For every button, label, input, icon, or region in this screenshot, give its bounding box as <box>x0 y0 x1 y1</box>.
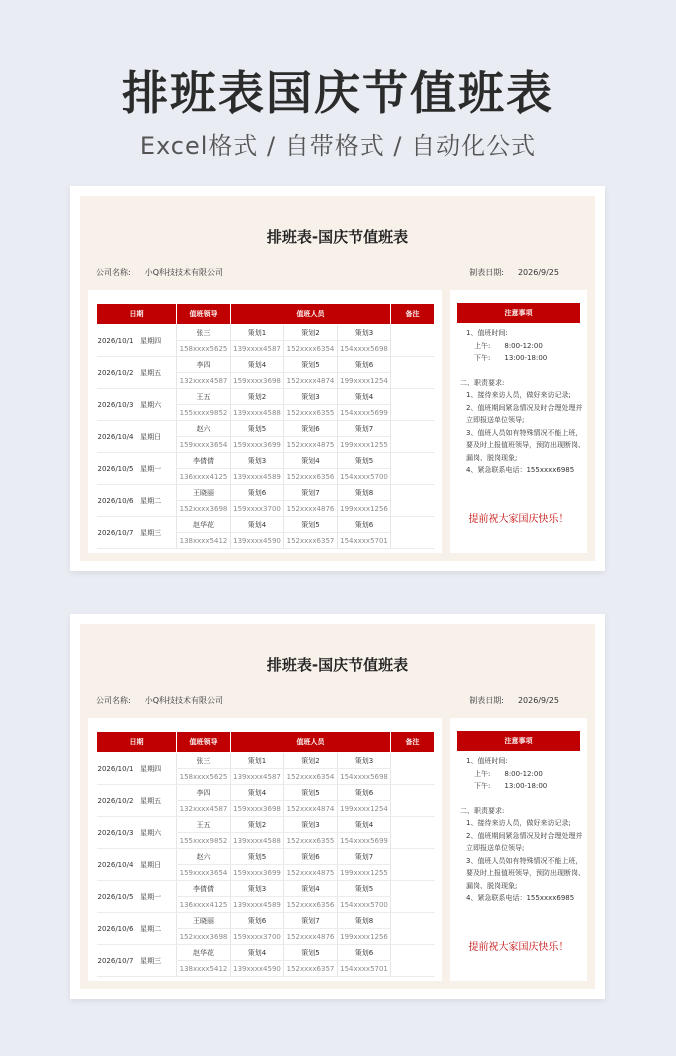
leader-phone: 132xxxx4587 <box>177 373 231 389</box>
leader-phone: 152xxxx3698 <box>177 929 231 945</box>
header-leader: 值班领导 <box>177 304 231 325</box>
staff-phone: 139xxxx4587 <box>231 769 284 785</box>
notes-item-2: 2、值班期间紧急情况及时合理处理并立即报送单位领导; <box>466 831 583 852</box>
schedule-row <box>97 517 435 533</box>
leader-phone: 158xxxx5625 <box>177 341 231 357</box>
staff-phone: 154xxxx5699 <box>338 405 391 421</box>
staff-name: 策划5 <box>338 453 391 469</box>
staff-phone: 199xxxx1255 <box>338 865 391 881</box>
remarks-cell <box>391 881 435 913</box>
staff-phone: 154xxxx5700 <box>338 897 391 913</box>
staff-phone: 152xxxx6356 <box>284 897 338 913</box>
row-weekday: 星期一 <box>140 464 162 473</box>
staff-name: 策划5 <box>284 357 338 373</box>
staff-name: 策划3 <box>231 453 284 469</box>
schedule-row <box>97 785 435 801</box>
staff-name: 策划2 <box>231 389 284 405</box>
remarks-cell <box>391 945 435 977</box>
header-staff: 值班人员 <box>231 304 391 325</box>
row-date: 2026/10/1 <box>97 336 134 345</box>
date-value: 2026/9/25 <box>517 696 559 705</box>
staff-phone: 139xxxx4588 <box>231 833 284 849</box>
staff-phone: 199xxxx1254 <box>338 801 391 817</box>
row-date-cell <box>97 881 177 913</box>
remarks-cell <box>391 913 435 945</box>
staff-name: 策划1 <box>231 753 284 769</box>
hero-title: 排班表国庆节值班表 <box>122 66 554 120</box>
row-weekday: 星期三 <box>140 956 162 965</box>
staff-name: 策划4 <box>338 817 391 833</box>
notes-item-2: 2、值班期间紧急情况及时合理处理并立即报送单位领导; <box>466 403 583 424</box>
schedule-table <box>96 303 435 549</box>
leader-name: 赵六 <box>177 849 231 865</box>
staff-name: 策划6 <box>338 785 391 801</box>
schedule-sheet <box>80 196 595 561</box>
notes-item-1: 1、接待来访人员，做好来访记录; <box>466 391 571 399</box>
schedule-table <box>96 731 435 977</box>
staff-name: 策划6 <box>284 421 338 437</box>
leader-name: 赵华花 <box>177 517 231 533</box>
schedule-row <box>97 421 435 437</box>
staff-phone: 199xxxx1256 <box>338 929 391 945</box>
header-remarks: 备注 <box>391 732 435 753</box>
staff-phone: 159xxxx3698 <box>231 801 284 817</box>
staff-phone: 139xxxx4590 <box>231 961 284 977</box>
row-weekday: 星期六 <box>140 828 162 837</box>
row-date-cell <box>97 945 177 977</box>
staff-name: 策划7 <box>338 421 391 437</box>
row-date: 2026/10/2 <box>97 368 134 377</box>
leader-phone: 136xxxx4125 <box>177 897 231 913</box>
schedule-row <box>97 357 435 373</box>
table-date-info <box>469 267 559 278</box>
staff-name: 策划6 <box>338 357 391 373</box>
staff-phone: 152xxxx6354 <box>284 341 338 357</box>
sheet-title: 排班表-国庆节值班表 <box>266 228 409 246</box>
staff-name: 策划1 <box>231 325 284 341</box>
remarks-cell <box>391 389 435 421</box>
staff-phone: 199xxxx1255 <box>338 437 391 453</box>
row-date: 2026/10/6 <box>97 496 134 505</box>
remarks-cell <box>391 517 435 549</box>
staff-name: 策划5 <box>284 785 338 801</box>
leader-name: 王晓丽 <box>177 913 231 929</box>
leader-name: 李四 <box>177 357 231 373</box>
header-staff: 值班人员 <box>231 732 391 753</box>
header-date: 日期 <box>97 732 177 753</box>
leader-phone: 155xxxx9852 <box>177 405 231 421</box>
leader-name: 李倩倩 <box>177 881 231 897</box>
staff-name: 策划4 <box>284 453 338 469</box>
row-date-cell <box>97 357 177 389</box>
leader-name: 王五 <box>177 817 231 833</box>
header-remarks: 备注 <box>391 304 435 325</box>
staff-name: 策划6 <box>338 517 391 533</box>
row-date: 2026/10/3 <box>97 828 134 837</box>
row-date-cell <box>97 421 177 453</box>
staff-phone: 154xxxx5698 <box>338 769 391 785</box>
notes-item-4: 4、紧急联系电话：155xxxx6985 <box>466 894 575 902</box>
schedule-header-row <box>97 304 435 325</box>
staff-name: 策划7 <box>284 485 338 501</box>
date-label: 制表日期: <box>469 696 504 705</box>
staff-name: 策划3 <box>338 325 391 341</box>
schedule-row <box>97 849 435 865</box>
row-weekday: 星期四 <box>140 336 162 345</box>
schedule-sheet <box>80 624 595 989</box>
staff-name: 策划6 <box>231 485 284 501</box>
row-date-cell <box>97 913 177 945</box>
staff-phone: 154xxxx5700 <box>338 469 391 485</box>
staff-phone: 152xxxx6357 <box>284 961 338 977</box>
row-date-cell <box>97 389 177 421</box>
schedule-row <box>97 881 435 897</box>
company-info <box>96 695 223 706</box>
row-weekday: 星期三 <box>140 528 162 537</box>
staff-phone: 154xxxx5701 <box>338 533 391 549</box>
staff-phone: 152xxxx4874 <box>284 801 338 817</box>
staff-phone: 154xxxx5701 <box>338 961 391 977</box>
staff-phone: 152xxxx4874 <box>284 373 338 389</box>
staff-phone: 152xxxx6355 <box>284 405 338 421</box>
notes-item-1: 1、接待来访人员，做好来访记录; <box>466 819 571 827</box>
staff-name: 策划7 <box>284 913 338 929</box>
leader-name: 李倩倩 <box>177 453 231 469</box>
row-weekday: 星期二 <box>140 496 162 505</box>
remarks-cell <box>391 357 435 389</box>
staff-name: 策划6 <box>231 913 284 929</box>
staff-name: 策划7 <box>338 849 391 865</box>
row-date: 2026/10/4 <box>97 860 134 869</box>
staff-phone: 152xxxx4875 <box>284 437 338 453</box>
row-date: 2026/10/7 <box>97 956 134 965</box>
notes-body <box>460 755 585 905</box>
row-weekday: 星期日 <box>140 432 162 441</box>
row-weekday: 星期五 <box>140 796 162 805</box>
schedule-row <box>97 453 435 469</box>
row-date-cell <box>97 817 177 849</box>
row-date-cell <box>97 785 177 817</box>
company-info <box>96 267 223 278</box>
staff-name: 策划4 <box>338 389 391 405</box>
row-date: 2026/10/5 <box>97 464 134 473</box>
table-date-info <box>469 695 559 706</box>
preview-card-2 <box>70 614 605 999</box>
staff-name: 策划8 <box>338 913 391 929</box>
company-label: 公司名称: <box>96 268 131 277</box>
staff-phone: 139xxxx4587 <box>231 341 284 357</box>
staff-name: 策划4 <box>231 945 284 961</box>
schedule-panel <box>88 718 442 981</box>
preview-card-1 <box>70 186 605 571</box>
staff-name: 策划3 <box>338 753 391 769</box>
staff-name: 策划3 <box>231 881 284 897</box>
staff-name: 策划6 <box>338 945 391 961</box>
leader-phone: 152xxxx3698 <box>177 501 231 517</box>
row-weekday: 星期五 <box>140 368 162 377</box>
hero <box>0 0 676 161</box>
date-value: 2026/9/25 <box>517 268 559 277</box>
leader-phone: 138xxxx5412 <box>177 961 231 977</box>
remarks-cell <box>391 421 435 453</box>
notes-title: 注意事项 <box>457 303 580 323</box>
row-date: 2026/10/6 <box>97 924 134 933</box>
staff-phone: 152xxxx6355 <box>284 833 338 849</box>
staff-phone: 152xxxx6356 <box>284 469 338 485</box>
staff-name: 策划5 <box>231 849 284 865</box>
staff-name: 策划4 <box>231 517 284 533</box>
row-date-cell <box>97 485 177 517</box>
staff-phone: 159xxxx3699 <box>231 865 284 881</box>
remarks-cell <box>391 753 435 785</box>
staff-phone: 159xxxx3698 <box>231 373 284 389</box>
remarks-cell <box>391 849 435 881</box>
sheet-title: 排班表-国庆节值班表 <box>266 656 409 674</box>
staff-name: 策划6 <box>284 849 338 865</box>
staff-phone: 152xxxx6354 <box>284 769 338 785</box>
date-label: 制表日期: <box>469 268 504 277</box>
holiday-greeting: 提前祝大家国庆快乐！ <box>468 942 569 953</box>
schedule-row <box>97 325 435 341</box>
notes-item-3: 3、值班人员如有特殊情况不能上班，要及时上报值班领导，预防出现断岗、漏岗、脱岗现象; <box>466 856 585 890</box>
row-date-cell <box>97 849 177 881</box>
leader-name: 王五 <box>177 389 231 405</box>
header-leader: 值班领导 <box>177 732 231 753</box>
staff-phone: 152xxxx4876 <box>284 501 338 517</box>
staff-phone: 139xxxx4589 <box>231 469 284 485</box>
remarks-cell <box>391 325 435 357</box>
remarks-cell <box>391 453 435 485</box>
row-date-cell <box>97 453 177 485</box>
schedule-row <box>97 485 435 501</box>
leader-phone: 159xxxx3654 <box>177 865 231 881</box>
row-date-cell <box>97 517 177 549</box>
leader-phone: 159xxxx3654 <box>177 437 231 453</box>
staff-phone: 154xxxx5699 <box>338 833 391 849</box>
notes-section-2: 二、职责要求: <box>460 378 505 387</box>
staff-phone: 154xxxx5698 <box>338 341 391 357</box>
row-date: 2026/10/7 <box>97 528 134 537</box>
staff-name: 策划3 <box>284 817 338 833</box>
staff-name: 策划2 <box>231 817 284 833</box>
leader-name: 张三 <box>177 325 231 341</box>
holiday-greeting: 提前祝大家国庆快乐！ <box>468 514 569 525</box>
staff-name: 策划2 <box>284 325 338 341</box>
staff-phone: 199xxxx1256 <box>338 501 391 517</box>
leader-name: 赵六 <box>177 421 231 437</box>
row-date: 2026/10/1 <box>97 764 134 773</box>
am-shift: 上午: 8:00-12:00 <box>474 341 543 350</box>
row-date: 2026/10/4 <box>97 432 134 441</box>
staff-name: 策划5 <box>338 881 391 897</box>
remarks-cell <box>391 485 435 517</box>
row-weekday: 星期六 <box>140 400 162 409</box>
staff-phone: 152xxxx4875 <box>284 865 338 881</box>
remarks-cell <box>391 817 435 849</box>
schedule-row <box>97 945 435 961</box>
staff-phone: 139xxxx4589 <box>231 897 284 913</box>
schedule-header-row <box>97 732 435 753</box>
staff-name: 策划4 <box>231 357 284 373</box>
notes-section-2: 二、职责要求: <box>460 806 505 815</box>
leader-phone: 155xxxx9852 <box>177 833 231 849</box>
staff-name: 策划4 <box>284 881 338 897</box>
staff-phone: 139xxxx4588 <box>231 405 284 421</box>
company-label: 公司名称: <box>96 696 131 705</box>
staff-name: 策划3 <box>284 389 338 405</box>
row-weekday: 星期日 <box>140 860 162 869</box>
staff-phone: 159xxxx3699 <box>231 437 284 453</box>
staff-name: 策划4 <box>231 785 284 801</box>
staff-phone: 199xxxx1254 <box>338 373 391 389</box>
remarks-cell <box>391 785 435 817</box>
notes-title: 注意事项 <box>457 731 580 751</box>
pm-shift: 下午: 13:00-18:00 <box>474 782 548 790</box>
leader-name: 王晓丽 <box>177 485 231 501</box>
staff-phone: 152xxxx6357 <box>284 533 338 549</box>
schedule-row <box>97 389 435 405</box>
schedule-row <box>97 817 435 833</box>
staff-phone: 159xxxx3700 <box>231 501 284 517</box>
leader-phone: 132xxxx4587 <box>177 801 231 817</box>
notes-panel <box>450 718 587 981</box>
leader-phone: 138xxxx5412 <box>177 533 231 549</box>
notes-panel <box>450 290 587 553</box>
staff-name: 策划2 <box>284 753 338 769</box>
staff-name: 策划5 <box>284 517 338 533</box>
leader-name: 李四 <box>177 785 231 801</box>
row-date: 2026/10/5 <box>97 892 134 901</box>
leader-phone: 158xxxx5625 <box>177 769 231 785</box>
leader-name: 赵华花 <box>177 945 231 961</box>
staff-phone: 159xxxx3700 <box>231 929 284 945</box>
staff-phone: 152xxxx4876 <box>284 929 338 945</box>
leader-name: 张三 <box>177 753 231 769</box>
notes-item-3: 3、值班人员如有特殊情况不能上班，要及时上报值班领导，预防出现断岗、漏岗、脱岗现象; <box>466 428 585 462</box>
staff-phone: 139xxxx4590 <box>231 533 284 549</box>
row-date-cell <box>97 753 177 785</box>
row-weekday: 星期二 <box>140 924 162 933</box>
schedule-row <box>97 913 435 929</box>
notes-section-1: 1、值班时间: <box>466 757 508 765</box>
staff-name: 策划8 <box>338 485 391 501</box>
schedule-panel <box>88 290 442 553</box>
row-weekday: 星期四 <box>140 764 162 773</box>
row-date: 2026/10/3 <box>97 400 134 409</box>
row-date: 2026/10/2 <box>97 796 134 805</box>
notes-body <box>460 327 585 477</box>
notes-section-1: 1、值班时间: <box>466 329 508 337</box>
am-shift: 上午: 8:00-12:00 <box>474 769 543 778</box>
staff-name: 策划5 <box>231 421 284 437</box>
company-name: 小Q科技技术有限公司 <box>144 696 223 705</box>
row-weekday: 星期一 <box>140 892 162 901</box>
pm-shift: 下午: 13:00-18:00 <box>474 354 548 362</box>
leader-phone: 136xxxx4125 <box>177 469 231 485</box>
staff-name: 策划5 <box>284 945 338 961</box>
notes-item-4: 4、紧急联系电话：155xxxx6985 <box>466 466 575 474</box>
hero-subtitle: Excel格式 / 自带格式 / 自动化公式 <box>139 132 537 160</box>
company-name: 小Q科技技术有限公司 <box>144 268 223 277</box>
header-date: 日期 <box>97 304 177 325</box>
row-date-cell <box>97 325 177 357</box>
schedule-row <box>97 753 435 769</box>
